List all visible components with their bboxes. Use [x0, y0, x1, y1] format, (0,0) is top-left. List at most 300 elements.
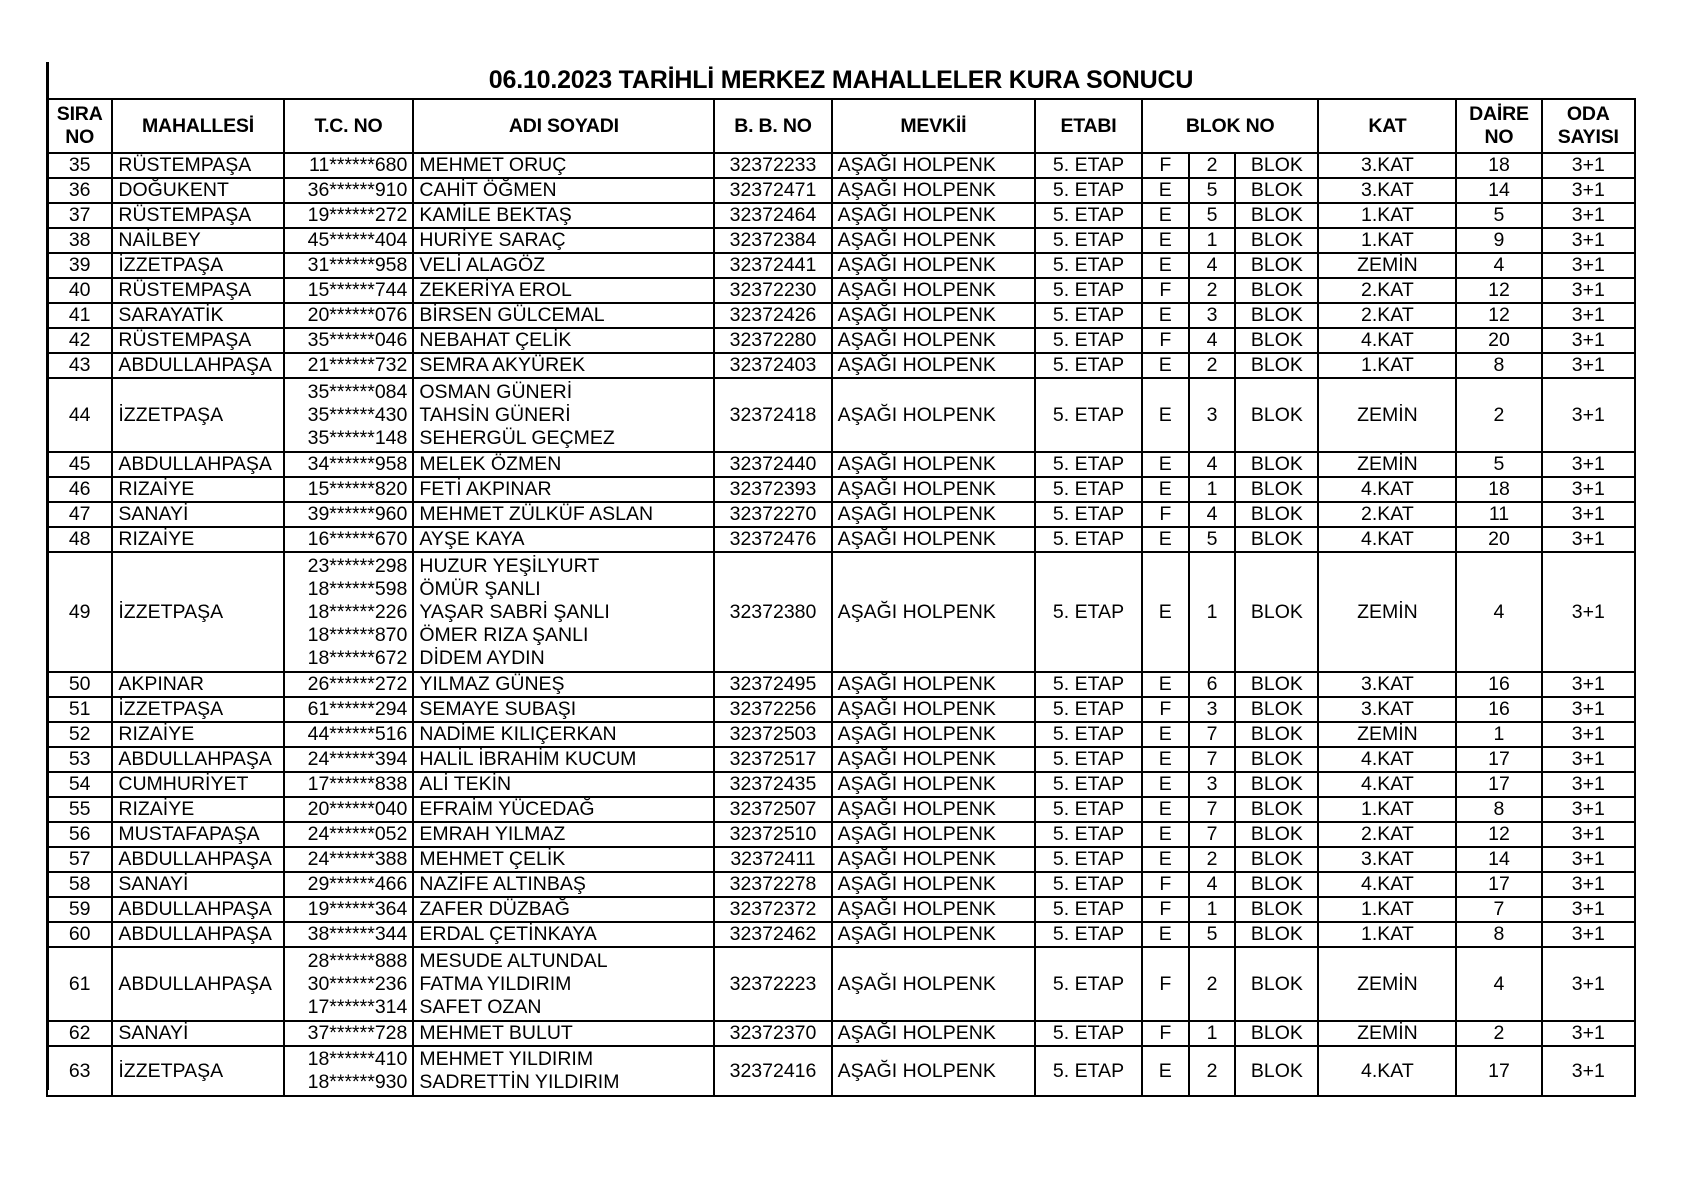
cell-adi-soyadi-line: TAHSİN GÜNERİ — [419, 403, 571, 426]
cell-oda_sayisi: 3+1 — [1542, 502, 1635, 527]
cell-adi-soyadi — [413, 203, 714, 228]
cell-tc-no-line: 17******838 — [307, 773, 408, 795]
cell-bb_no: 32372507 — [714, 797, 831, 822]
cell-bb_no: 32372476 — [714, 527, 831, 552]
cell-bb_no: 32372510 — [714, 822, 831, 847]
cell-oda_sayisi: 3+1 — [1542, 253, 1635, 278]
cell-blok_sayi: 4 — [1189, 502, 1236, 527]
cell-etabi: 5. ETAP — [1035, 253, 1142, 278]
cell-daire_no: 8 — [1456, 922, 1541, 947]
cell-blok_etiket: BLOK — [1235, 378, 1318, 452]
cell-mahallesi: İZZETPAŞA — [112, 1046, 283, 1096]
cell-kat: ZEMİN — [1318, 378, 1456, 452]
cell-adi-soyadi-line: AYŞE KAYA — [419, 528, 525, 550]
cell-mevkii: AŞAĞI HOLPENK — [832, 353, 1035, 378]
column-header-mevkii: MEVKİİ — [832, 99, 1035, 153]
cell-sira_no: 55 — [47, 797, 112, 822]
cell-tc-no — [284, 353, 414, 378]
cell-tc-no — [284, 178, 414, 203]
cell-tc-no-line: 44******516 — [307, 723, 408, 745]
cell-blok_etiket: BLOK — [1235, 203, 1318, 228]
cell-adi-soyadi — [413, 178, 714, 203]
cell-blok_sayi: 4 — [1189, 452, 1236, 477]
table-row — [47, 947, 1635, 1021]
cell-mevkii: AŞAĞI HOLPENK — [832, 303, 1035, 328]
cell-blok_sayi: 1 — [1189, 552, 1236, 672]
cell-blok_harf: E — [1142, 747, 1189, 772]
cell-blok_etiket: BLOK — [1235, 947, 1318, 1021]
cell-adi-soyadi-line: SAFET OZAN — [419, 995, 542, 1018]
table-row — [47, 697, 1635, 722]
table-row — [47, 747, 1635, 772]
cell-mevkii: AŞAĞI HOLPENK — [832, 847, 1035, 872]
cell-oda_sayisi: 3+1 — [1542, 552, 1635, 672]
cell-etabi: 5. ETAP — [1035, 178, 1142, 203]
cell-blok_harf: E — [1142, 477, 1189, 502]
column-header-sira-no-line1: SIRA — [56, 103, 103, 125]
cell-sira_no: 45 — [47, 452, 112, 477]
table-row — [47, 822, 1635, 847]
cell-oda_sayisi: 3+1 — [1542, 922, 1635, 947]
cell-tc-no-line: 15******820 — [307, 478, 408, 500]
cell-tc-no-line: 11******680 — [309, 154, 408, 176]
cell-daire_no: 11 — [1456, 502, 1541, 527]
cell-sira_no: 56 — [47, 822, 112, 847]
cell-tc-no-line: 28******888 — [307, 949, 408, 972]
cell-kat: 3.KAT — [1318, 178, 1456, 203]
cell-adi-soyadi — [413, 228, 714, 253]
cell-blok_sayi: 7 — [1189, 797, 1236, 822]
cell-tc-no-line: 39******960 — [307, 503, 408, 525]
cell-sira_no: 38 — [47, 228, 112, 253]
cell-oda_sayisi: 3+1 — [1542, 1021, 1635, 1046]
cell-bb_no: 32372233 — [714, 153, 831, 178]
cell-tc-no — [284, 378, 414, 452]
cell-adi-soyadi-line: HURİYE SARAÇ — [419, 229, 566, 251]
cell-tc-no-line: 18******226 — [307, 600, 408, 623]
column-header-etabi: ETABI — [1035, 99, 1142, 153]
cell-etabi: 5. ETAP — [1035, 1021, 1142, 1046]
cell-blok_harf: F — [1142, 502, 1189, 527]
cell-etabi: 5. ETAP — [1035, 353, 1142, 378]
cell-mevkii: AŞAĞI HOLPENK — [832, 477, 1035, 502]
cell-etabi: 5. ETAP — [1035, 947, 1142, 1021]
cell-bb_no: 32372393 — [714, 477, 831, 502]
cell-mevkii: AŞAĞI HOLPENK — [832, 1021, 1035, 1046]
cell-mahallesi: NAİLBEY — [112, 228, 283, 253]
cell-daire_no: 17 — [1456, 872, 1541, 897]
cell-blok_harf: F — [1142, 897, 1189, 922]
cell-tc-no-line: 17******314 — [307, 995, 408, 1018]
cell-sira_no: 51 — [47, 697, 112, 722]
cell-adi-soyadi-line: YAŞAR SABRİ ŞANLI — [419, 600, 610, 623]
cell-adi-soyadi-line: MEHMET YILDIRIM — [419, 1048, 594, 1070]
cell-tc-no — [284, 697, 414, 722]
cell-bb_no: 32372495 — [714, 672, 831, 697]
cell-mevkii: AŞAĞI HOLPENK — [832, 253, 1035, 278]
cell-blok_harf: F — [1142, 153, 1189, 178]
cell-mevkii: AŞAĞI HOLPENK — [832, 228, 1035, 253]
cell-sira_no: 41 — [47, 303, 112, 328]
cell-tc-no-line: 34******958 — [307, 453, 408, 475]
cell-etabi: 5. ETAP — [1035, 502, 1142, 527]
cell-blok_sayi: 3 — [1189, 378, 1236, 452]
cell-blok_sayi: 2 — [1189, 278, 1236, 303]
cell-kat: ZEMİN — [1318, 1021, 1456, 1046]
cell-etabi: 5. ETAP — [1035, 922, 1142, 947]
cell-adi-soyadi-line: MEHMET ORUÇ — [419, 154, 567, 176]
cell-bb_no: 32372380 — [714, 552, 831, 672]
cell-blok_sayi: 3 — [1189, 697, 1236, 722]
cell-blok_sayi: 5 — [1189, 203, 1236, 228]
cell-etabi: 5. ETAP — [1035, 452, 1142, 477]
cell-etabi: 5. ETAP — [1035, 822, 1142, 847]
cell-adi-soyadi-line: MEHMET BULUT — [419, 1022, 573, 1044]
cell-daire_no: 9 — [1456, 228, 1541, 253]
cell-tc-no-line: 18******930 — [307, 1071, 408, 1093]
cell-daire_no: 16 — [1456, 697, 1541, 722]
cell-sira_no: 53 — [47, 747, 112, 772]
cell-sira_no: 40 — [47, 278, 112, 303]
table-row — [47, 527, 1635, 552]
column-header-tc-no: T.C. NO — [284, 99, 414, 153]
cell-tc-no — [284, 527, 414, 552]
cell-bb_no: 32372503 — [714, 722, 831, 747]
cell-oda_sayisi: 3+1 — [1542, 747, 1635, 772]
cell-bb_no: 32372256 — [714, 697, 831, 722]
cell-sira_no: 63 — [47, 1046, 112, 1096]
cell-adi-soyadi-line: EFRAİM YÜCEDAĞ — [419, 798, 595, 820]
cell-sira_no: 37 — [47, 203, 112, 228]
cell-etabi: 5. ETAP — [1035, 228, 1142, 253]
cell-blok_etiket: BLOK — [1235, 672, 1318, 697]
cell-blok_sayi: 5 — [1189, 527, 1236, 552]
cell-kat: 2.KAT — [1318, 303, 1456, 328]
cell-mevkii: AŞAĞI HOLPENK — [832, 722, 1035, 747]
cell-tc-no — [284, 872, 414, 897]
cell-blok_harf: E — [1142, 452, 1189, 477]
cell-adi-soyadi — [413, 697, 714, 722]
cell-daire_no: 4 — [1456, 253, 1541, 278]
cell-adi-soyadi — [413, 303, 714, 328]
cell-tc-no-line: 35******148 — [307, 426, 408, 449]
table-row — [47, 1021, 1635, 1046]
cell-kat: 4.KAT — [1318, 872, 1456, 897]
cell-oda_sayisi: 3+1 — [1542, 203, 1635, 228]
cell-blok_etiket: BLOK — [1235, 922, 1318, 947]
cell-adi-soyadi-line: SADRETTİN YILDIRIM — [419, 1071, 620, 1093]
cell-mahallesi: SANAYİ — [112, 872, 283, 897]
cell-adi-soyadi-line: MESUDE ALTUNDAL — [419, 949, 608, 972]
cell-kat: 4.KAT — [1318, 1046, 1456, 1096]
cell-mevkii: AŞAĞI HOLPENK — [832, 502, 1035, 527]
cell-tc-no — [284, 153, 414, 178]
cell-adi-soyadi — [413, 502, 714, 527]
cell-tc-no — [284, 253, 414, 278]
cell-adi-soyadi — [413, 772, 714, 797]
cell-blok_sayi: 1 — [1189, 897, 1236, 922]
cell-tc-no — [284, 203, 414, 228]
cell-mevkii: AŞAĞI HOLPENK — [832, 872, 1035, 897]
cell-oda_sayisi: 3+1 — [1542, 527, 1635, 552]
cell-daire_no: 5 — [1456, 203, 1541, 228]
cell-daire_no: 14 — [1456, 847, 1541, 872]
cell-blok_etiket: BLOK — [1235, 303, 1318, 328]
cell-kat: 4.KAT — [1318, 747, 1456, 772]
cell-tc-no-line: 35******084 — [307, 380, 408, 403]
cell-daire_no: 8 — [1456, 797, 1541, 822]
cell-mahallesi: RIZAİYE — [112, 527, 283, 552]
cell-tc-no — [284, 452, 414, 477]
cell-oda_sayisi: 3+1 — [1542, 353, 1635, 378]
cell-mahallesi: MUSTAFAPAŞA — [112, 822, 283, 847]
cell-adi-soyadi-line: YILMAZ GÜNEŞ — [419, 673, 565, 695]
table-row — [47, 1046, 1635, 1096]
cell-etabi: 5. ETAP — [1035, 328, 1142, 353]
cell-blok_etiket: BLOK — [1235, 452, 1318, 477]
cell-adi-soyadi-line: ERDAL ÇETİNKAYA — [419, 923, 597, 945]
column-header-bb-no: B. B. NO — [714, 99, 831, 153]
cell-oda_sayisi: 3+1 — [1542, 697, 1635, 722]
cell-etabi: 5. ETAP — [1035, 772, 1142, 797]
table-row — [47, 847, 1635, 872]
cell-adi-soyadi — [413, 527, 714, 552]
cell-mahallesi: RIZAİYE — [112, 797, 283, 822]
cell-mevkii: AŞAĞI HOLPENK — [832, 153, 1035, 178]
cell-kat: 4.KAT — [1318, 477, 1456, 502]
cell-tc-no-line: 37******728 — [307, 1022, 408, 1044]
cell-adi-soyadi — [413, 328, 714, 353]
cell-daire_no: 18 — [1456, 477, 1541, 502]
cell-blok_harf: E — [1142, 722, 1189, 747]
cell-bb_no: 32372270 — [714, 502, 831, 527]
table-row — [47, 872, 1635, 897]
cell-adi-soyadi-line: ZEKERİYA EROL — [419, 279, 572, 301]
cell-adi-soyadi-line: MEHMET ÇELİK — [419, 848, 566, 870]
cell-mahallesi: ABDULLAHPAŞA — [112, 847, 283, 872]
cell-adi-soyadi-line: KAMİLE BEKTAŞ — [419, 204, 572, 226]
cell-tc-no-line: 18******870 — [307, 623, 408, 646]
cell-mahallesi: RIZAİYE — [112, 477, 283, 502]
cell-tc-no-line: 21******732 — [307, 354, 408, 376]
cell-tc-no — [284, 897, 414, 922]
cell-daire_no: 20 — [1456, 328, 1541, 353]
cell-bb_no: 32372435 — [714, 772, 831, 797]
cell-blok_harf: E — [1142, 797, 1189, 822]
cell-oda_sayisi: 3+1 — [1542, 672, 1635, 697]
cell-blok_etiket: BLOK — [1235, 527, 1318, 552]
table-body — [47, 153, 1635, 1096]
cell-adi-soyadi — [413, 253, 714, 278]
cell-blok_etiket: BLOK — [1235, 722, 1318, 747]
column-header-daire-no — [1456, 99, 1541, 153]
cell-bb_no: 32372426 — [714, 303, 831, 328]
cell-kat: 2.KAT — [1318, 502, 1456, 527]
cell-blok_harf: E — [1142, 228, 1189, 253]
cell-blok_etiket: BLOK — [1235, 502, 1318, 527]
cell-oda_sayisi: 3+1 — [1542, 378, 1635, 452]
cell-adi-soyadi — [413, 722, 714, 747]
cell-blok_etiket: BLOK — [1235, 822, 1318, 847]
cell-adi-soyadi — [413, 897, 714, 922]
cell-mahallesi: RÜSTEMPAŞA — [112, 153, 283, 178]
table-row — [47, 253, 1635, 278]
cell-etabi: 5. ETAP — [1035, 722, 1142, 747]
cell-bb_no: 32372411 — [714, 847, 831, 872]
cell-blok_harf: E — [1142, 847, 1189, 872]
cell-bb_no: 32372517 — [714, 747, 831, 772]
table-row — [47, 203, 1635, 228]
cell-oda_sayisi: 3+1 — [1542, 328, 1635, 353]
cell-adi-soyadi-line: ÖMÜR ŞANLI — [419, 577, 541, 600]
cell-daire_no: 12 — [1456, 303, 1541, 328]
cell-mevkii: AŞAĞI HOLPENK — [832, 1046, 1035, 1096]
cell-blok_etiket: BLOK — [1235, 552, 1318, 672]
cell-tc-no-line: 24******394 — [307, 748, 408, 770]
cell-blok_etiket: BLOK — [1235, 278, 1318, 303]
cell-adi-soyadi-line: OSMAN GÜNERİ — [419, 380, 573, 403]
cell-etabi: 5. ETAP — [1035, 153, 1142, 178]
cell-blok_sayi: 2 — [1189, 1046, 1236, 1096]
cell-blok_etiket: BLOK — [1235, 353, 1318, 378]
cell-adi-soyadi-line: MELEK ÖZMEN — [419, 453, 562, 475]
cell-adi-soyadi-line: SEMAYE SUBAŞI — [419, 698, 577, 720]
cell-blok_sayi: 7 — [1189, 822, 1236, 847]
cell-kat: 1.KAT — [1318, 353, 1456, 378]
cell-mahallesi: İZZETPAŞA — [112, 378, 283, 452]
cell-etabi: 5. ETAP — [1035, 278, 1142, 303]
table-row — [47, 228, 1635, 253]
cell-adi-soyadi — [413, 947, 714, 1021]
cell-blok_etiket: BLOK — [1235, 847, 1318, 872]
cell-mevkii: AŞAĞI HOLPENK — [832, 772, 1035, 797]
cell-blok_sayi: 1 — [1189, 228, 1236, 253]
cell-kat: 1.KAT — [1318, 797, 1456, 822]
cell-kat: 1.KAT — [1318, 203, 1456, 228]
cell-etabi: 5. ETAP — [1035, 897, 1142, 922]
cell-tc-no — [284, 303, 414, 328]
cell-adi-soyadi — [413, 477, 714, 502]
cell-bb_no: 32372372 — [714, 897, 831, 922]
cell-tc-no-line: 35******430 — [307, 403, 408, 426]
cell-tc-no-line: 36******910 — [307, 179, 408, 201]
cell-mevkii: AŞAĞI HOLPENK — [832, 203, 1035, 228]
cell-kat: ZEMİN — [1318, 452, 1456, 477]
cell-blok_sayi: 7 — [1189, 747, 1236, 772]
cell-tc-no-line: 18******598 — [307, 577, 408, 600]
table-row — [47, 922, 1635, 947]
cell-blok_harf: F — [1142, 328, 1189, 353]
column-header-blok-no: BLOK NO — [1142, 99, 1318, 153]
cell-sira_no: 47 — [47, 502, 112, 527]
cell-adi-soyadi — [413, 452, 714, 477]
cell-adi-soyadi — [413, 378, 714, 452]
cell-bb_no: 32372384 — [714, 228, 831, 253]
cell-blok_harf: F — [1142, 1021, 1189, 1046]
cell-mahallesi: İZZETPAŞA — [112, 253, 283, 278]
cell-kat: 4.KAT — [1318, 772, 1456, 797]
cell-sira_no: 50 — [47, 672, 112, 697]
cell-sira_no: 46 — [47, 477, 112, 502]
cell-kat: 3.KAT — [1318, 672, 1456, 697]
cell-tc-no — [284, 552, 414, 672]
cell-tc-no-line: 38******344 — [307, 923, 408, 945]
cell-oda_sayisi: 3+1 — [1542, 278, 1635, 303]
cell-adi-soyadi-line: FATMA YILDIRIM — [419, 972, 572, 995]
cell-blok_sayi: 3 — [1189, 303, 1236, 328]
cell-adi-soyadi-line: FETİ AKPINAR — [419, 478, 552, 500]
cell-kat: ZEMİN — [1318, 253, 1456, 278]
cell-bb_no: 32372464 — [714, 203, 831, 228]
cell-mahallesi: ABDULLAHPAŞA — [112, 747, 283, 772]
table-row — [47, 278, 1635, 303]
cell-blok_sayi: 4 — [1189, 872, 1236, 897]
table-row — [47, 328, 1635, 353]
cell-adi-soyadi-line: SEHERGÜL GEÇMEZ — [419, 426, 615, 449]
cell-blok_sayi: 5 — [1189, 922, 1236, 947]
column-header-adi-soyadi: ADI SOYADI — [413, 99, 714, 153]
cell-blok_sayi: 1 — [1189, 1021, 1236, 1046]
cell-sira_no: 36 — [47, 178, 112, 203]
cell-blok_etiket: BLOK — [1235, 1046, 1318, 1096]
table-row — [47, 353, 1635, 378]
cell-etabi: 5. ETAP — [1035, 477, 1142, 502]
cell-tc-no — [284, 477, 414, 502]
column-header-kat: KAT — [1318, 99, 1456, 153]
cell-adi-soyadi-line: NADİME KILIÇERKAN — [419, 723, 617, 745]
column-header-sira-no — [47, 99, 112, 153]
cell-adi-soyadi — [413, 822, 714, 847]
cell-tc-no-line: 29******466 — [307, 873, 408, 895]
cell-tc-no-line: 35******046 — [307, 329, 408, 351]
cell-tc-no — [284, 822, 414, 847]
cell-mahallesi: ABDULLAHPAŞA — [112, 922, 283, 947]
cell-bb_no: 32372418 — [714, 378, 831, 452]
cell-adi-soyadi-line: DİDEM AYDIN — [419, 646, 545, 669]
cell-mevkii: AŞAĞI HOLPENK — [832, 697, 1035, 722]
cell-sira_no: 49 — [47, 552, 112, 672]
table-row — [47, 153, 1635, 178]
cell-mevkii: AŞAĞI HOLPENK — [832, 897, 1035, 922]
cell-blok_harf: E — [1142, 1046, 1189, 1096]
cell-tc-no-line: 26******272 — [307, 673, 408, 695]
cell-mahallesi: RÜSTEMPAŞA — [112, 203, 283, 228]
cell-adi-soyadi-line: CAHİT ÖĞMEN — [419, 179, 557, 201]
cell-mahallesi: ABDULLAHPAŞA — [112, 897, 283, 922]
cell-kat: 2.KAT — [1318, 278, 1456, 303]
cell-kat: 1.KAT — [1318, 228, 1456, 253]
cell-tc-no-line: 18******672 — [307, 646, 408, 669]
cell-daire_no: 20 — [1456, 527, 1541, 552]
cell-blok_harf: E — [1142, 203, 1189, 228]
cell-sira_no: 57 — [47, 847, 112, 872]
cell-sira_no: 54 — [47, 772, 112, 797]
cell-oda_sayisi: 3+1 — [1542, 897, 1635, 922]
cell-mahallesi: RÜSTEMPAŞA — [112, 278, 283, 303]
cell-adi-soyadi-line: NEBAHAT ÇELİK — [419, 329, 572, 351]
cell-adi-soyadi-line: SEMRA AKYÜREK — [419, 354, 586, 376]
cell-kat: 3.KAT — [1318, 697, 1456, 722]
cell-oda_sayisi: 3+1 — [1542, 797, 1635, 822]
cell-mevkii: AŞAĞI HOLPENK — [832, 797, 1035, 822]
cell-blok_harf: E — [1142, 822, 1189, 847]
cell-blok_etiket: BLOK — [1235, 253, 1318, 278]
cell-etabi: 5. ETAP — [1035, 747, 1142, 772]
page-title: 06.10.2023 TARİHLİ MERKEZ MAHALLELER KURA SONUCU — [488, 66, 1194, 94]
cell-tc-no — [284, 328, 414, 353]
table-row — [47, 502, 1635, 527]
cell-adi-soyadi-line: EMRAH YILMAZ — [419, 823, 566, 845]
